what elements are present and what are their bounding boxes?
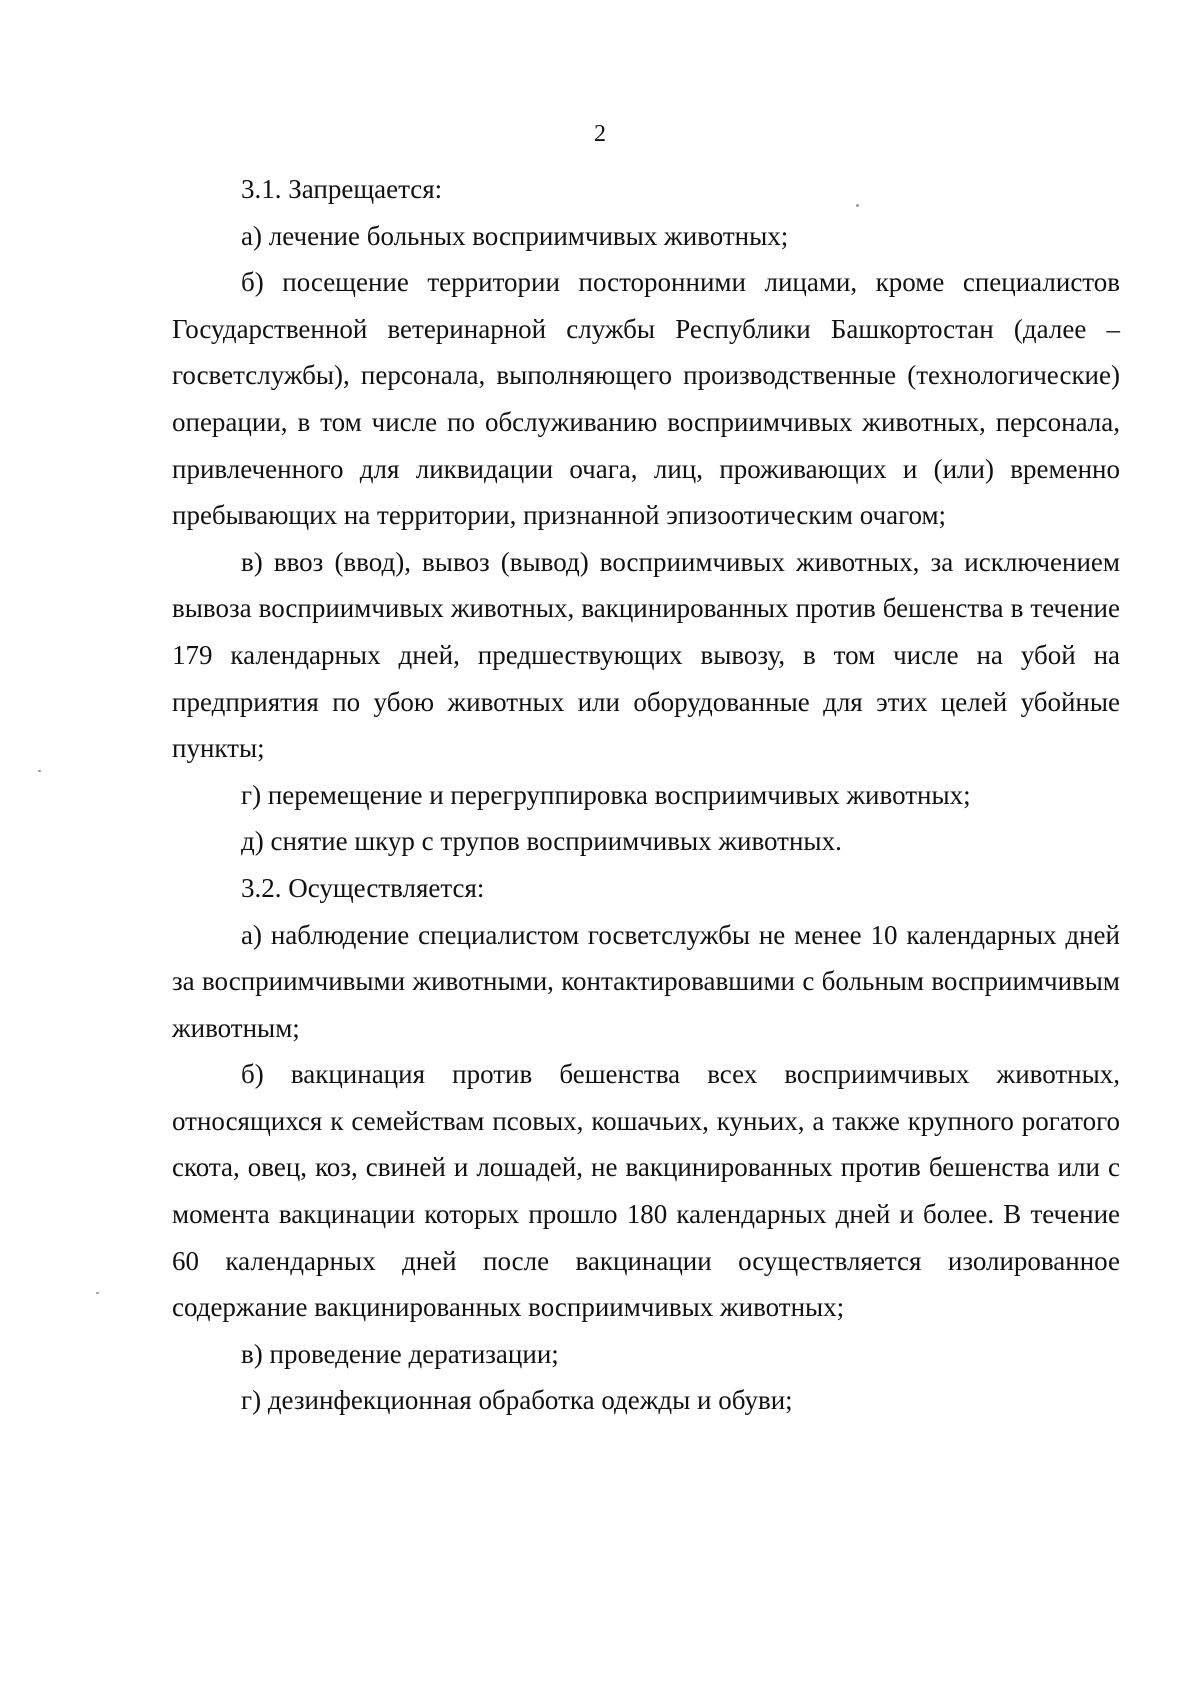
paragraph-3-2-a: а) наблюдение специалистом госветслужбы не менее 10 календарных дней за восприимчивыми животными, контактировавшими с больным восприимчивым животным;	[172, 919, 1120, 1043]
scan-speck	[96, 1292, 99, 1294]
paragraph-3-2-b: б) вакцинация против бешенства всех восприимчивых животных, относящихся к семействам псовых, кошачьих, куньих, а также крупного рогатого скота, овец, коз, свиней и лошадей, не вакцинированных против бешенства или с момента вакцинации которых прошло 180 календарных дней и более. В течение 60 календарных дней после вакцинации осуществляется изолированное содержание вакцинированных восприимчивых животных;	[172, 1059, 1120, 1323]
paragraph-3-2-heading: 3.2. Осуществляется:	[241, 872, 485, 903]
paragraph-3-1-v: в) ввоз (ввод), вывоз (вывод) восприимчивых животных, за исключением вывоза восприимчивых животных, вакцинированных против бешенства в течение 179 календарных дней, предшествующих вывозу, в том числе на убой на предприятия по убою животных или оборудованные для этих целей убойные пункты;	[172, 546, 1120, 764]
document-body	[172, 166, 1120, 1424]
paragraph-3-1-d: д) снятие шкур с трупов восприимчивых животных.	[241, 826, 842, 857]
paragraph-3-1-heading: 3.1. Запрещается:	[241, 174, 443, 204]
page-number: 2	[594, 121, 606, 147]
paragraph-3-2-g: г) дезинфекционная обработка одежды и обуви;	[241, 1385, 793, 1416]
scan-speck	[856, 204, 859, 207]
paragraph-3-1-g: г) перемещение и перегруппировка восприимчивых животных;	[241, 779, 971, 810]
scan-speck	[38, 770, 41, 772]
paragraph-3-2-v: в) проведение дератизации;	[241, 1338, 559, 1369]
paragraph-3-1-a: а) лечение больных восприимчивых животных;	[241, 220, 789, 251]
paragraph-3-1-b: б) посещение территории посторонними лицами, кроме специалистов Государственной ветеринарной службы Республики Башкортостан (далее – госветслужбы), персонала, выполняющего производственные (технологические) операции, в том числе по обслуживанию восприимчивых животных, персонала, привлеченного для ликвидации очага, лиц, проживающих и (или) временно пребывающих на территории, признанной эпизоотическим очагом;	[172, 267, 1120, 531]
